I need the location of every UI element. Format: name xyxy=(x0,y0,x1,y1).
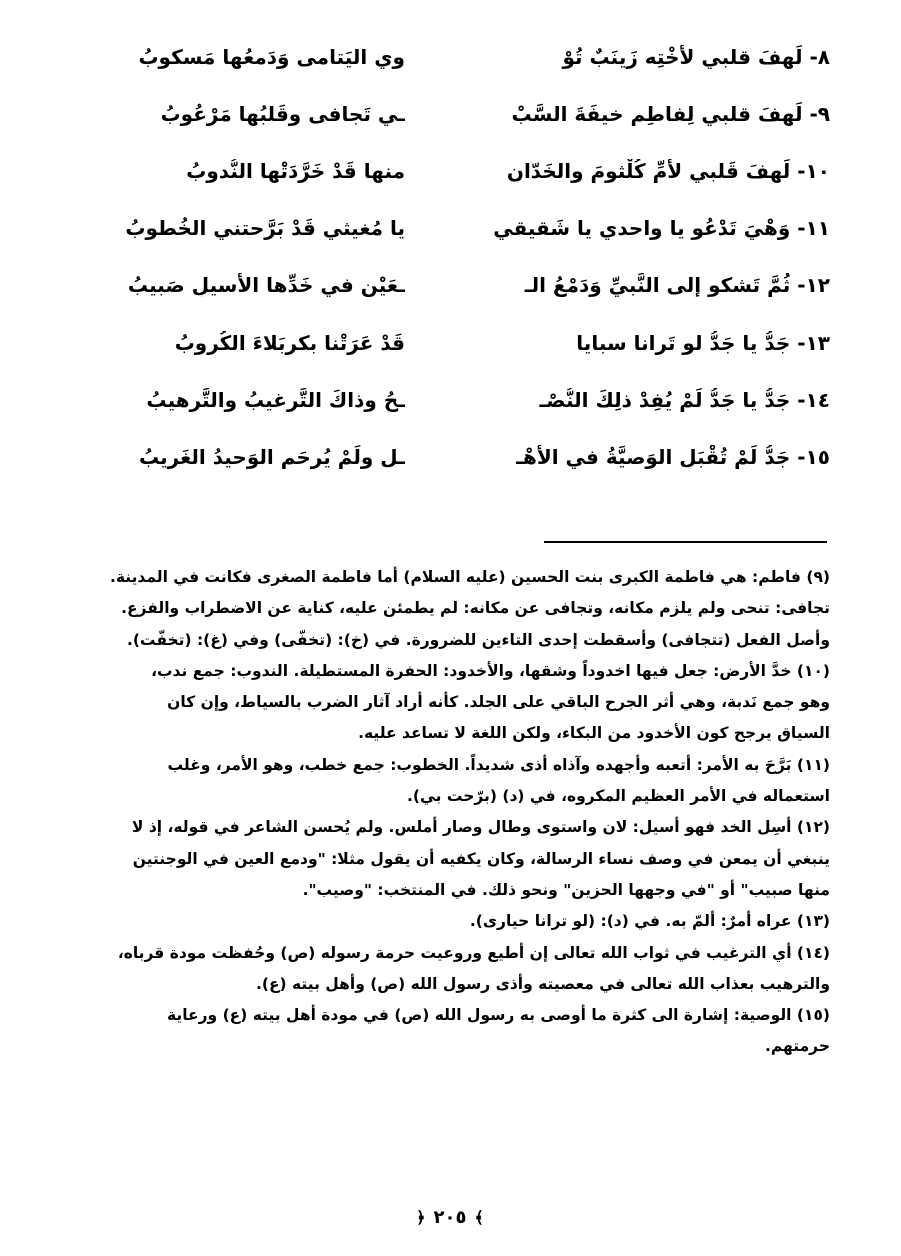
verse-first-hemistich: ١٣- جَدُّ يا جَدُّ لو تَرانا سبايا xyxy=(576,330,830,355)
footnote-line: (١٣) عراه أمرٌ: ألمّ به. في (د): (لو ترانا حيارى). xyxy=(469,912,830,931)
footnote-line: والترهيب بعذاب الله تعالى في معصيته وأذى رسول الله (ص) وأهل بيته (ع). xyxy=(255,974,830,993)
verse-first-hemistich: ٩- لَهفَ قلبي لِفاطِمٍ خيفَةَ السَّبْ xyxy=(511,101,830,126)
footnotes xyxy=(68,562,830,1063)
ornament-left-icon: ﴿ xyxy=(416,1207,426,1227)
footnote-line: (١٢) أسِل الخد فهو أسيل: لان واستوى وطال وصار أملس. ولم يُحسن الشاعر في قوله، إذ لا xyxy=(131,818,830,837)
verse-first-hemistich: ٨- لَهفَ قلبي لأُخْتِه زَينَبٌ تُوْ xyxy=(562,44,830,69)
verse-first-hemistich: ١٠- لَهفَ قَلبي لأُمِّ كُلْثومَ والخَدّانِ xyxy=(506,158,830,183)
verse-first-hemistich: ١٤- جَدُّ يا جَدُّ لَمْ يُفِدْ ذلِكَ النُّصْـ xyxy=(539,387,830,412)
footnote-line: (١٤) أي الترغيب في ثواب الله تعالى إن أطيع وروعيت حرمة رسوله (ص) وحُفظت مودة قرباه، xyxy=(117,943,830,962)
verse-second-hemistich: وي اليَتامى وَدَمعُها مَسكوبُ xyxy=(138,44,405,69)
verse xyxy=(60,428,830,485)
verse-second-hemistich: منها قَدْ خَرَّدَتْها النُّدوبُ xyxy=(186,158,405,183)
footnote-line: منها صبيب" أو "في وجهها الحزين" ونحو ذلك. في المنتخب: "وصيب". xyxy=(302,880,830,899)
verse xyxy=(60,314,830,371)
footnote-line: استعماله في الأمر العظيم المكروه، في (د) (برّحت بي). xyxy=(406,787,830,806)
verse-second-hemistich: قَدْ عَرَتْنا بكربَلاءَ الكُروبُ xyxy=(174,330,405,355)
footnote-line: حرمتهم. xyxy=(764,1037,830,1056)
footnote-separator xyxy=(544,541,827,543)
footnote-line: (١١) بَرَّحَ به الأمر: أتعبه وأجهده وآذاه أذى شديداً. الخطوب: جمع خطب، وهو الأمر، وغلب xyxy=(167,755,830,774)
verse-first-hemistich: ١٢- ثُمَّ تَشكو إلى النَّبيِّ وَدَمْعُ الـ xyxy=(524,273,830,298)
footnote-line: (٩) فاطم: هي فاطمة الكبرى بنت الحسين (عليه السلام) أما فاطمة الصغرى فكانت في المدينة. xyxy=(109,568,830,586)
verse-second-hemistich: ـعَيْنِ في خَدِّها الأسيلِ صَبيبُ xyxy=(127,273,405,298)
footnote-line: وأصل الفعل (تتجافى) وأسقطت إحدى التاءين للضرورة. في (خ): (تخفّى) وفي (غ): (تخفّت). xyxy=(126,630,830,649)
verse-first-hemistich: ١٥- جَدُّ لَمْ تُقْبَلِ الوَصيَّةُ في الأهْـ xyxy=(516,444,830,469)
verse xyxy=(60,85,830,142)
footnote-line: وهو جمع نَدبة، وهي أثر الجرح الباقي على الجلد. كأنه أراد آثار الضرب بالسياط، وإن كان xyxy=(167,693,830,712)
verse xyxy=(60,28,830,85)
footnote-line: (١٠) خدَّ الأرض: جعل فيها اخدوداً وشقها، والأخدود: الحفرة المستطيلة. الندوب: جمع ندب، xyxy=(151,661,830,680)
verse xyxy=(60,200,830,257)
verse-second-hemistich: ـلِ ولَمْ يُرحَمِ الوَحيدُ الغَريبُ xyxy=(138,444,405,469)
verse xyxy=(60,371,830,428)
verse xyxy=(60,142,830,199)
page-number-block xyxy=(380,1202,520,1232)
footnote-line: تجافى: تنحى ولم يلزم مكانه، وتجافى عن مكانه: لم يطمئن عليه، كناية عن الاضطراب والفزع. xyxy=(121,599,830,618)
verse-second-hemistich: ـي تَجافى وقَلبُها مَرْعُوبُ xyxy=(160,101,405,126)
ornament-right-icon: ﴾ xyxy=(474,1207,484,1227)
poem xyxy=(60,28,830,486)
verse-second-hemistich: ـحُ وذاكَ التَّرغيبُ والتَّرهيبُ xyxy=(146,387,405,412)
footnote-line: ينبغي أن يمعن في وصف نساء الرسالة، وكان يكفيه أن يقول مثلا: "ودمع العين في الوجنتين xyxy=(132,849,830,868)
footnote-line: (١٥) الوصية: إشارة الى كثرة ما أوصى به رسول الله (ص) في مودة أهل بيته (ع) ورعاية xyxy=(166,1006,830,1025)
verse-second-hemistich: يا مُغيثي قَدْ بَرَّحتني الخُطوبُ xyxy=(125,216,405,241)
page-number: ٢٠٥ xyxy=(433,1206,467,1228)
footnote-line: السياق يرجح كون الأخدود من البكاء، ولكن اللغة لا تساعد عليه. xyxy=(358,724,830,743)
verse xyxy=(60,257,830,314)
verse-first-hemistich: ١١- وَهْيَ تَدْعُو يا واحدي يا شَقيقي xyxy=(493,216,830,241)
